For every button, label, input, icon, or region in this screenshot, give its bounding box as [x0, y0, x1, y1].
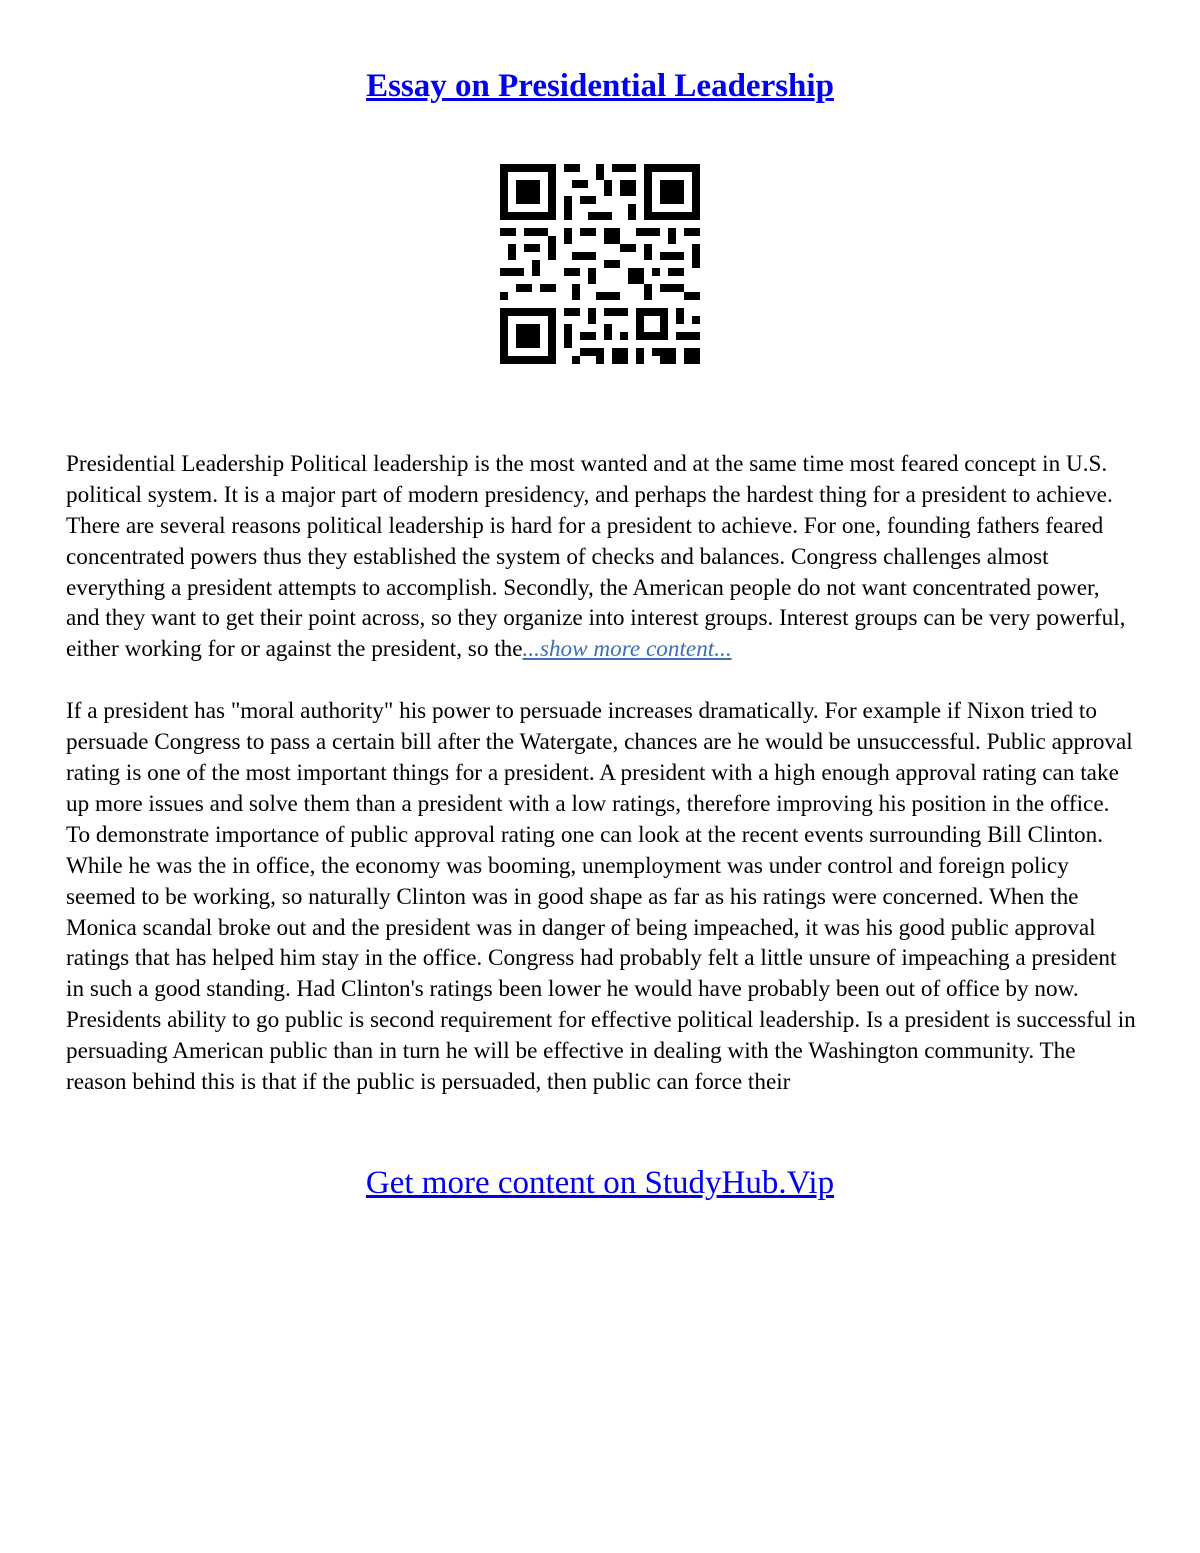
title-link[interactable]: Essay on Presidential Leadership: [366, 68, 834, 104]
get-more-content-link[interactable]: Get more content on StudyHub.Vip: [365, 1165, 835, 1201]
qr-code-icon: [500, 164, 700, 364]
essay-body: [66, 418, 1136, 1129]
essay-paragraph-2: If a president has "moral authority" his power to persuade increases dramatically. For example if Nixon tried to persuade Congress to pass a certain bill after the Watergate, chances are he would be unsuccessful. Public approval rating is one of the most important things for a president. A president with a high enough approval rating can take up more issues and solve them than a president with a low ratings, therefore improving his position in the office. To demonstrate importance of public approval rating one can look at the recent events surrounding Bill Clinton. While he was the in office, the economy was booming, unemployment was under control and foreign policy seemed to be working, so naturally Clinton was in good shape as far as his ratings were concerned. When the Monica scandal broke out and the president was in danger of being impeached, it was his good public approval ratings that has helped him stay in the office. Congress had probably felt a little unsure of impeaching a president in such a good standing. Had Clinton's ratings been lower he would have probably been out of office by now. Presidents ability to go public is second requirement for effective political leadership. Is a president is successful in persuading American public than in turn he will be effective in dealing with the Washington community. The reason behind this is that if the public is persuaded, then public can force their: [66, 698, 1136, 1096]
essay-paragraph-1: [66, 449, 1136, 665]
show-more-link[interactable]: ...show more content...: [522, 636, 732, 663]
footer: [0, 1163, 1200, 1203]
page-title: [0, 66, 1200, 106]
paragraph-1-text: Presidential Leadership Political leadership is the most wanted and at the same time most feared concept in U.S. political system. It is a major part of modern presidency, and perhaps the hardest thing for a president to achieve. There are several reasons political leadership is hard for a president to achieve. For one, founding fathers feared concentrated powers thus they established the system of checks and balances. Congress challenges almost everything a president attempts to accomplish. Secondly, the American people do not want concentrated power, and they want to get their point across, so they organize into interest groups. Interest groups can be very powerful, either working for or against the president, so the: [66, 450, 1126, 663]
